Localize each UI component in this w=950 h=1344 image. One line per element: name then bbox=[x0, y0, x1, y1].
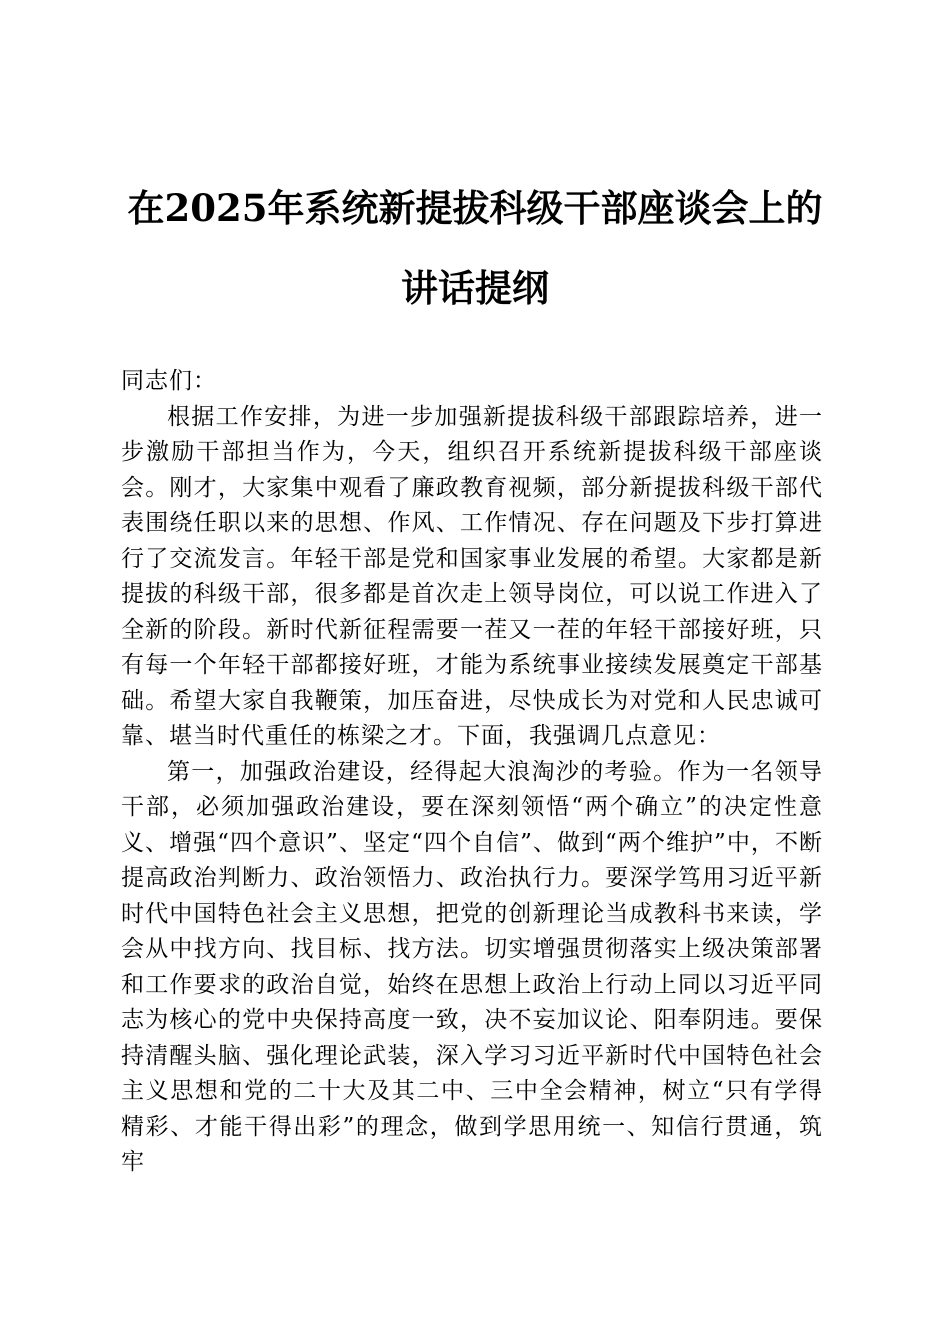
document-title: 在2025年系统新提拔科级干部座谈会上的讲话提纲 bbox=[127, 186, 823, 310]
salutation: 同志们： bbox=[121, 368, 217, 394]
paragraph-intro: 根据工作安排，为进一步加强新提拔科级干部跟踪培养，进一步激励干部担当作为，今天，组织召开系统新提拔科级干部座谈会。刚才，大家集中观看了廉政教育视频，部分新提拔科级干部代表围绕任职以来的思想、作风、工作情况、存在问题及下步打算进行了交流发言。年轻干部是党和国家事业发展的希望。大家都是新提拔的科级干部，很多都是首次走上领导岗位，可以说工作进入了全新的阶段。新时代新征程需要一茬又一茬的年轻干部接好班，只有每一个年轻干部都接好班，才能为系统事业接续发展奠定干部基础。希望大家自我鞭策，加压奋进，尽快成长为对党和人民忠诚可靠、堪当时代重任的栋梁之才。下面，我强调几点意见： bbox=[121, 403, 823, 749]
paragraph-first-point: 第一，加强政治建设，经得起大浪淘沙的考验。作为一名领导干部，必须加强政治建设，要在深刻领悟“两个确立”的决定性意义、增强“四个意识”、坚定“四个自信”、做到“两个维护”中，不断提高政治判断力、政治领悟力、政治执行力。要深学笃用习近平新时代中国特色社会主义思想，把党的创新理论当成教科书来读，学会从中找方向、找目标、找方法。切实增强贯彻落实上级决策部署和工作要求的政治自觉，始终在思想上政治上行动上同以习近平同志为核心的党中央保持高度一致，决不妄加议论、阳奉阴违。要保持清醒头脑、强化理论武装，深入学习习近平新时代中国特色社会主义思想和党的二十大及其二中、三中全会精神，树立“只有学得精彩、才能干得出彩”的理念，做到学思用统一、知信行贯通，筑牢 bbox=[121, 758, 823, 1175]
document-body bbox=[121, 364, 823, 1181]
